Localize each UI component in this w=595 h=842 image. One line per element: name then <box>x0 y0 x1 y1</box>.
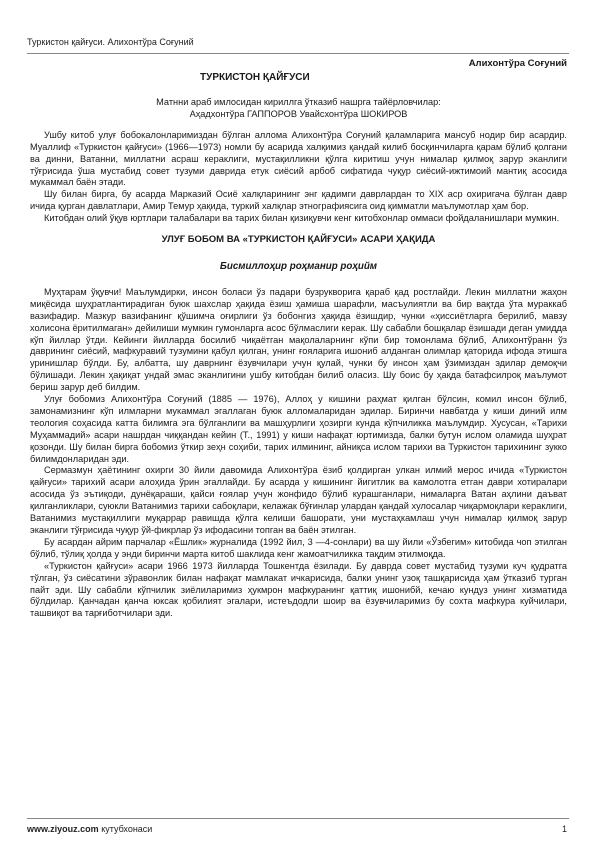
running-header: Туркистон қайғуси. Алихонтўра Соғуний <box>27 37 194 47</box>
section-title: УЛУҒ БОБОМ ВА «ТУРКИСТОН ҚАЙҒУСИ» АСАРИ ҲАҚИДА <box>161 234 436 246</box>
header-rule <box>27 53 569 54</box>
preparers-line-2: Аҳадхонтўра ГАППОРОВ Увайсхонтўра ШОКИРОВ <box>189 108 408 119</box>
page-number: 1 <box>561 824 567 834</box>
intro-paragraph: Китобдан олий ўқув юртлари талабалари ва тарих билан қизиқувчи кенг китобхонлар оммаси фойдаланишлари мумкин. <box>44 213 560 224</box>
intro-block <box>30 130 567 225</box>
page-content <box>30 58 567 620</box>
footer-site-link[interactable]: www.ziyouz.com <box>27 824 99 834</box>
book-title: ТУРКИСТОН ҚАЙҒУСИ <box>200 71 310 83</box>
invocation: Бисмиллоҳир роҳманир роҳийм <box>219 260 378 272</box>
body-paragraph: Муҳтарам ўқувчи! Маълумдирки, инсон боласи ўз падари бузрукворига қараб қад ростлайди. Лекин миллатни жаҳон миқёсида шуҳратлантирадиган буюк шахслар ҳақида ёзиш ҳамиша шарафли, масъулиятли ва бир вақтда ўта мураккаб вазифадир. Мазкур вазифанинг қўшимча оғирлиги ўз бобонгиз ҳақида ёзишдир, чунки «ҳиссиётларга берилиб, мавзу холисона ёритилмаган» дейилиши мумкин гумонларга асос бўлмаслиги керак. Шу сабабли бошқалар ёзишади деган умидда кўп йиллар ўтди. Кейинги йилларда босилиб чиқаётган мақолаларнинг кўпи бир томонлама бўлиб, Алихонтўранн ўз даврининг сиёсий, мафкуравий тузумини қабул қилган, унинг ғояларига ишониб алданган олимлар қаторида ифода этишга уринишлар бўлди. Бу, албатта, шу даврнинг ёзувчилари учун қулай, чунки бу инсон ҳам ўзимиздан эдилар демоқчи бўлишади. Лекин ҳақиқат ундай эмас эканлигини ушбу китобдан билиб оласиз. Шу боис бу ҳақда батафсилроқ маълумот бериш зарур деб билдим. <box>30 286 567 393</box>
footer <box>27 824 152 834</box>
body-block <box>30 287 567 620</box>
author-name: Алихонтўра Соғуний <box>468 58 567 69</box>
footer-rule <box>27 818 569 819</box>
footer-label: кутубхонаси <box>101 824 153 834</box>
intro-paragraph: Шу билан бирга, бу асарда Марказий Осиё халқларининг энг қадимги даврлардан то XIX аср охиригача бўлган давр ичида қурган давлатлари, Амир Темур ҳақида, туркий халқлар этнографиясига оид қимматли маълумотлар ҳам бор. <box>30 189 567 212</box>
preparers-line-1: Матнни араб имлосидан кириллга ўтказиб нашрга тайёрловчилар: <box>156 96 441 107</box>
body-paragraph: Улуғ бобомиз Алихонтўра Соғуний (1885 — 1976), Аллоҳ у кишини раҳмат қилган бўлсин, комил инсон бўлиб, замонамизнинг кўп илмларни мукаммал эгаллаган буюк алломаларидан эдилар. Биринчи навбатда у киши диний илм теология соҳасида катта билимга эга бўлганлиги ва машҳурлиги ҳозирги кунда кўпчиликка маълумдир. Хусусан, «Тарихи Муҳаммадий» асари нашрдан чиққандан кейин (Т., 1991) у киши нафақат юртимизда, балки бутун ислом оламида шуҳрат қозонди. Шу билан бирга бобомиз ўткир зеҳн соҳиби, тарих илмининг, айниқса ислом тарихи ва Туркистон тарихининг зукко билимдонларидан эди. <box>30 394 567 464</box>
body-paragraph: Бу асардан айрим парчалар «Ёшлик» журналида (1992 йил, 3 —4-сонлари) ва шу йили «Ўзбегим» китобида чоп этилган бўлиб, тўлиқ ҳолда у энди биринчи марта китоб шаклида кенг жамоатчиликка тақдим этилмоқда. <box>30 536 567 559</box>
preparers-block <box>30 96 567 120</box>
body-paragraph: «Туркистон қайғуси» асари 1966 1973 йилларда Тошкентда ёзилади. Бу даврда совет мустабид тузуми куч қудратга тўлган, ўз сиёсатини зўравонлик билан нафақат мамлакат ичкарисида, балки унинг узоқ ташқарисида ҳам ўтказиб турган пайт эди. Шу сабабли кўпчилик зиёлиларимиз ҳукмрон мафкуранинг қаттиқ ишонибй, кечаю кундуз унинг хизматида бўлдилар. Қанчадан қанча юксак қобилият эгалари, истеъдодли шоир ва ёзувчиларимиз бу сохта мафкура куйчилари, ташвиқот ва тарғиботчилари эди. <box>30 560 567 619</box>
body-paragraph: Сермазмун ҳаётининг охирги 30 йили давомида Алихонтўра ёзиб қолдирган улкан илмий мерос ичида «Туркистон қайғуси» тарихий асари алоҳида ўрин эгаллайди. Бу асарда у кишининг йигитлик ва камолотга етган даври хотиралари асосида ўз эътиқоди, дунёқараши, қайси ғоялар учун жонфидо бўлиб курашганлари, нималарга Ватан аҳлини даъват қилганликлари, суюкли Ватанимиз тарихи сабоқлари, келажак бўғинлар улардан қандай хулосалар чиқармоқлари кераклиги, Ватанимиз мустақиллиги муқаррар равишда қўлга келиши башорати, уни мустаҳкамлаш учун нималар қилмоқ зарур эканлиги тўғрисида чуқур ўй-фикрлар ўз ифодасини топган ва баён этилган. <box>30 465 567 535</box>
intro-paragraph: Ушбу китоб улуғ бобокалонларимиздан бўлган аллома Алихонтўра Соғуний қаламларига мансуб нодир бир асардир. Муаллиф «Туркистон қайғуси» (1966—1973) номли бу асарида халқимиз қандай килиб босқинчиларга қарам бўлиб қолгани ва динни, Ватанни, миллатни асраш кераклиги, мустақилликни қўлга киритиш учун нималар қилмоқ зарур эканлиги тўғрисида ўша мустабид совет тузуми даврида етук сиёсий арбоб сифатида чуқур сиёсий-ижтимоий мантиқ асосида мукаммал баён этади. <box>30 129 567 188</box>
